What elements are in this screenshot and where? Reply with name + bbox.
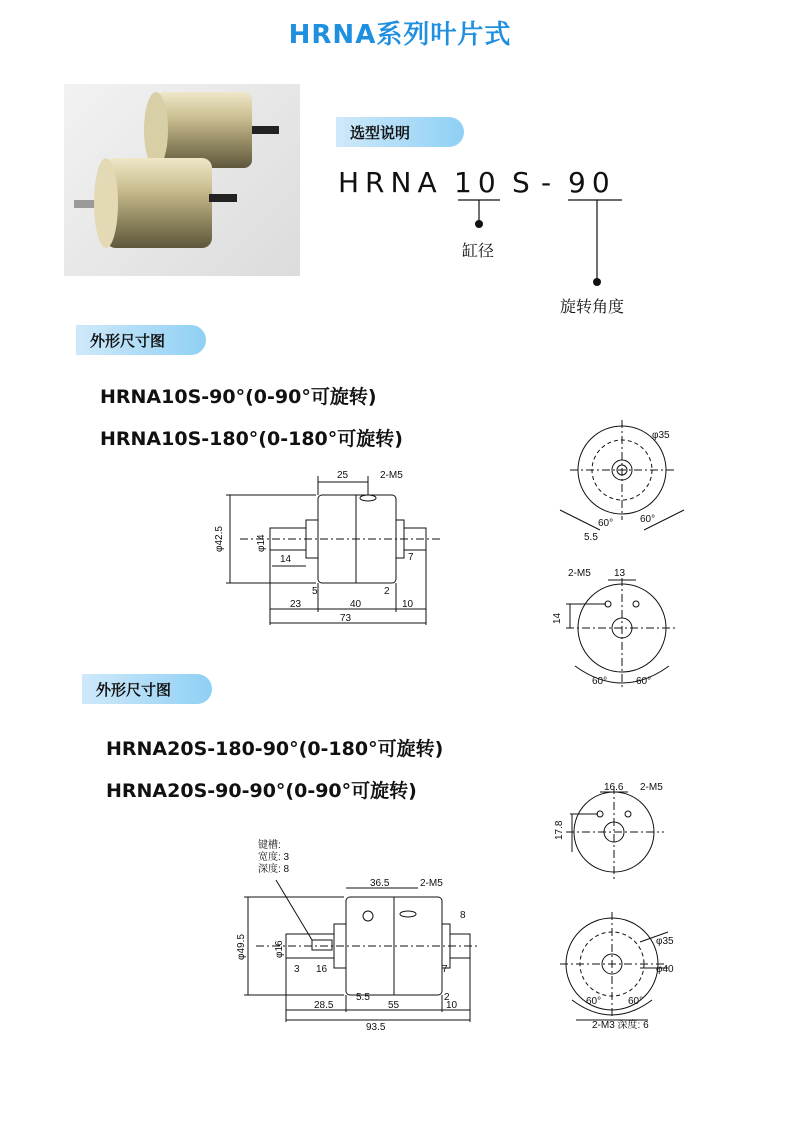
- dim-5: 5: [312, 586, 318, 597]
- drawing2-front-bottom-labels: [460, 910, 674, 1031]
- dim-40: 40: [350, 599, 362, 610]
- dim-60b: 60°: [640, 514, 656, 525]
- drawing1-side-labels: [214, 470, 414, 624]
- dim-36-5: 36.5: [370, 878, 390, 889]
- drawing2-front-bottom: [560, 912, 668, 1020]
- angle-marker-dot: [593, 278, 601, 286]
- dim-7: 7: [442, 964, 448, 975]
- bore-label: 缸径: [462, 241, 495, 260]
- dim-14c: 14: [552, 612, 563, 624]
- dim-10: 10: [446, 1000, 458, 1011]
- drawing1-front-top-labels: [584, 430, 670, 543]
- dim-14: 14: [280, 554, 292, 565]
- section2-model-b: HRNA20S-90-90°(0-90°可旋转): [106, 780, 417, 802]
- dim-13: 13: [614, 568, 626, 579]
- code-dash: -: [541, 166, 558, 199]
- dim-7: 7: [408, 552, 414, 563]
- dim-16-6: 16.6: [604, 782, 624, 793]
- page-title: HRNA系列叶片式: [288, 20, 512, 50]
- section1-model-a: HRNA10S-90°(0-90°可旋转): [100, 386, 377, 408]
- dim-phi35: φ35: [656, 936, 674, 947]
- code-bore: 10: [454, 166, 502, 199]
- dim-phi16: φ16: [274, 940, 285, 958]
- dim-16: 16: [316, 964, 328, 975]
- dim-3: 3: [294, 964, 300, 975]
- dim-60a: 60°: [586, 996, 602, 1007]
- drawing1-front-bottom: [566, 578, 678, 690]
- dim-phi40: φ40: [656, 964, 674, 975]
- dim-2m5: 2-M5: [420, 878, 443, 889]
- section1-header: 外形尺寸图: [76, 325, 206, 355]
- dim-60a: 60°: [598, 518, 614, 529]
- dim-2m3-depth6: 2-M3 深度: 6: [592, 1020, 649, 1031]
- code-angle: 90: [568, 166, 616, 199]
- dim-60b: 60°: [628, 996, 644, 1007]
- drawing2-front-top-labels: [554, 782, 663, 840]
- dim-2m5-b: 2-M5: [640, 782, 663, 793]
- bore-marker-dot: [475, 220, 483, 228]
- dim-phi35: φ35: [652, 430, 670, 441]
- drawing2-side-labels: [236, 838, 458, 1033]
- keyway-depth: 深度: 8: [258, 864, 290, 875]
- section2-header: 外形尺寸图: [82, 674, 212, 704]
- keyway-width: 宽度: 3: [258, 852, 290, 863]
- dim-phi14: φ14: [256, 534, 267, 552]
- dim-phi49-5: φ49.5: [236, 934, 247, 960]
- dim-5-5: 5.5: [356, 992, 370, 1003]
- dim-2: 2: [444, 992, 450, 1003]
- dim-28-5: 28.5: [314, 1000, 334, 1011]
- keyway-label: 键槽:: [258, 840, 281, 851]
- dim-2: 2: [384, 586, 390, 597]
- dim-2m5: 2-M5: [380, 470, 403, 481]
- section1-model-b: HRNA10S-180°(0-180°可旋转): [100, 428, 403, 450]
- dim-phi42-5: φ42.5: [214, 526, 225, 552]
- drawing2-front-top: [566, 786, 664, 880]
- dim-8: 8: [460, 910, 466, 921]
- selection-header: 选型说明: [336, 117, 464, 147]
- code-prefix: HRNA: [338, 166, 443, 199]
- dim-73: 73: [340, 613, 352, 624]
- dim-2m5-b: 2-M5: [568, 568, 591, 579]
- dim-17-8: 17.8: [554, 820, 565, 840]
- section2-model-a: HRNA20S-180-90°(0-180°可旋转): [106, 738, 444, 760]
- code-leaders: [458, 200, 622, 280]
- dim-60c: 60°: [592, 676, 608, 687]
- dim-93-5: 93.5: [366, 1022, 386, 1033]
- dim-55: 55: [388, 1000, 400, 1011]
- dim-25: 25: [337, 470, 349, 481]
- code-series: S: [512, 166, 536, 199]
- dim-10: 10: [402, 599, 414, 610]
- dim-23: 23: [290, 599, 302, 610]
- angle-label: 旋转角度: [560, 297, 625, 316]
- dim-5-5: 5.5: [584, 532, 598, 543]
- dim-60d: 60°: [636, 676, 652, 687]
